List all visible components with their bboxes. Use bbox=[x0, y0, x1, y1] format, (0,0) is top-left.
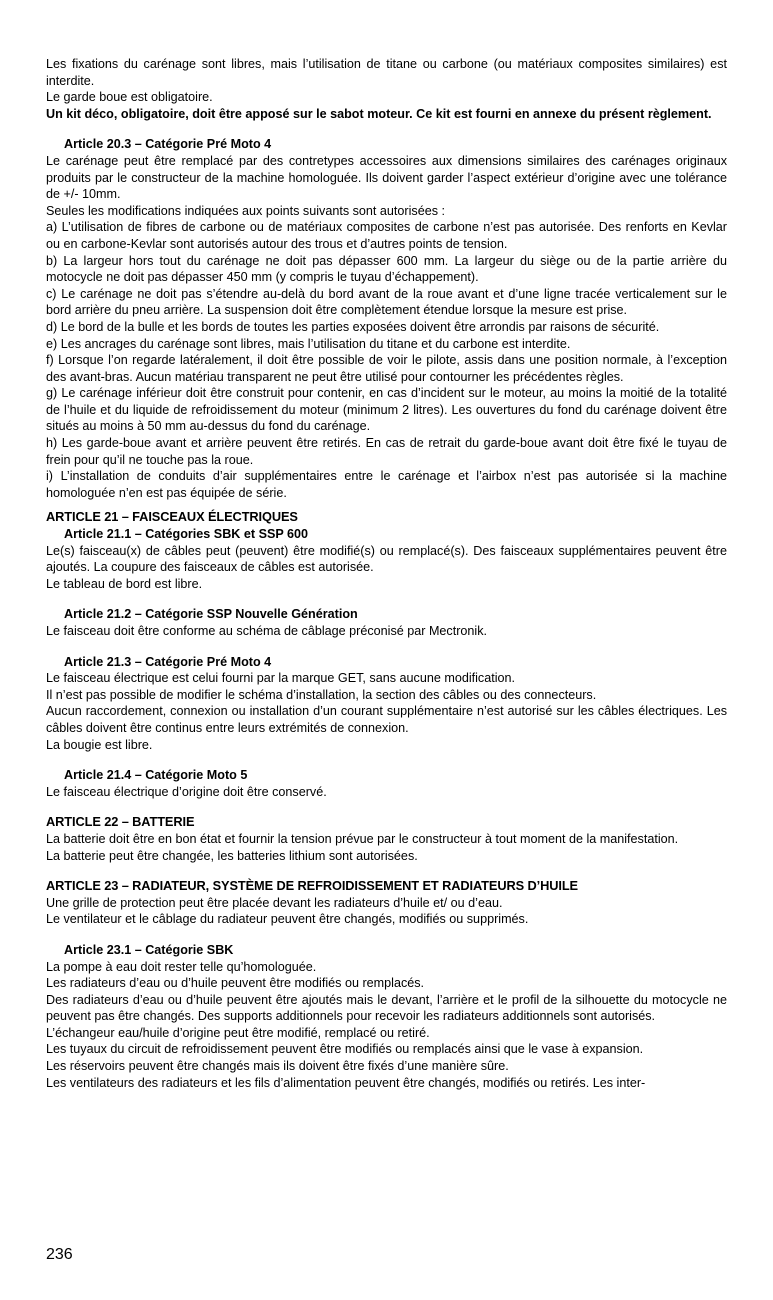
body-paragraph: f) Lorsque l’on regarde latéralement, il doit être possible de voir le pilote, assis dans une position normale, à l’exception des avant-bras. Aucun matériau transparent ne peut être utilisé pour contourner les précédentes règles. bbox=[46, 353, 727, 384]
article-heading: ARTICLE 21 – FAISCEAUX ÉLECTRIQUES bbox=[46, 509, 298, 525]
body-paragraph: h) Les garde-boue avant et arrière peuvent être retirés. En cas de retrait du garde-boue avant doit être fixé le tuyau de frein pour qu’il ne touche pas la roue. bbox=[46, 436, 727, 467]
body-paragraph: La batterie doit être en bon état et fournir la tension prévue par le constructeur à tout moment de la manifestation. bbox=[46, 831, 679, 846]
body-paragraph: Des radiateurs d’eau ou d’huile peuvent être ajoutés mais le devant, l’arrière et le profil de la silhouette du motocycle ne peuvent pas être changés. Des supports additionnels pour recevoir les radiateurs additionnels sont autorisés. bbox=[46, 992, 727, 1024]
article-subheading: Article 21.2 – Catégorie SSP Nouvelle Génération bbox=[64, 607, 358, 622]
article-subheading: Article 21.1 – Catégories SBK et SSP 600 bbox=[64, 527, 309, 542]
body-paragraph: g) Le carénage inférieur doit être construit pour contenir, en cas d’incident sur le moteur, au moins la moitié de la totalité de l’huile et du liquide de refroidissement du moteur (minimum 2 litres). Les ouvertures du fond du carénage doivent être situés au moins à 50 mm au-dessus du fond du carénage. bbox=[46, 386, 727, 434]
article-subheading: Article 21.4 – Catégorie Moto 5 bbox=[64, 768, 248, 783]
vertical-spacer bbox=[46, 501, 727, 509]
body-paragraph: i) L’installation de conduits d’air supplémentaires entre le carénage et l’airbox n’est pas autorisée si la machine homologuée n’en est pas équipée de série. bbox=[46, 469, 727, 500]
body-paragraph: e) Les ancrages du carénage sont libres, mais l’utilisation du titane et du carbone est interdite. bbox=[46, 336, 571, 351]
body-paragraph: Les ventilateurs des radiateurs et les fils d’alimentation peuvent être changés, modifiés ou retirés. Les inter- bbox=[46, 1075, 646, 1090]
vertical-spacer bbox=[46, 800, 727, 814]
page-number: 236 bbox=[46, 1246, 73, 1263]
body-paragraph: La batterie peut être changée, les batteries lithium sont autorisées. bbox=[46, 848, 418, 863]
body-paragraph: L’échangeur eau/huile d’origine peut être modifié, remplacé ou retiré. bbox=[46, 1025, 430, 1040]
body-paragraph: Le faisceau électrique d’origine doit être conservé. bbox=[46, 784, 327, 799]
page-body bbox=[46, 56, 727, 1091]
body-paragraph: Seules les modifications indiquées aux points suivants sont autorisées : bbox=[46, 203, 446, 218]
article-subheading: Article 23.1 – Catégorie SBK bbox=[64, 942, 234, 957]
vertical-spacer bbox=[46, 753, 727, 767]
body-paragraph: d) Le bord de la bulle et les bords de toutes les parties exposées doivent être arrondis par raisons de sécurité. bbox=[46, 319, 660, 334]
article-heading: ARTICLE 23 – RADIATEUR, SYSTÈME DE REFROIDISSEMENT ET RADIATEURS D’HUILE bbox=[46, 878, 578, 894]
vertical-spacer bbox=[46, 928, 727, 942]
body-paragraph: Le ventilateur et le câblage du radiateur peuvent être changés, modifiés ou supprimés. bbox=[46, 912, 529, 927]
body-paragraph: Le carénage peut être remplacé par des contretypes accessoires aux dimensions similaires des carénages originaux produits par le constructeur de la machine homologuée. Ils doivent garder l’aspect extérieur d’origine avec une tolérance de +/- 10mm. bbox=[46, 153, 727, 202]
body-paragraph: Le(s) faisceau(x) de câbles peut (peuvent) être modifié(s) ou remplacé(s). Des faisceaux supplémentaires peuvent être ajoutés. La coupure des faisceaux de câbles est autorisée. bbox=[46, 543, 727, 575]
article-subheading: Article 21.3 – Catégorie Pré Moto 4 bbox=[64, 654, 272, 669]
body-paragraph: Le faisceau électrique est celui fourni par la marque GET, sans aucune modification. bbox=[46, 671, 516, 686]
body-paragraph: Le tableau de bord est libre. bbox=[46, 576, 203, 591]
vertical-spacer bbox=[46, 122, 727, 136]
body-paragraph-emphasis: Un kit déco, obligatoire, doit être apposé sur le sabot moteur. Ce kit est fourni en annexe du présent règlement. bbox=[46, 106, 712, 121]
body-paragraph: Les radiateurs d’eau ou d’huile peuvent être modifiés ou remplacés. bbox=[46, 976, 425, 991]
vertical-spacer bbox=[46, 864, 727, 878]
vertical-spacer bbox=[46, 592, 727, 606]
vertical-spacer bbox=[46, 640, 727, 654]
body-paragraph: Une grille de protection peut être placée devant les radiateurs d’huile et/ ou d’eau. bbox=[46, 895, 503, 910]
body-paragraph: a) L’utilisation de fibres de carbone ou de matériaux composites de carbone n’est pas autorisée. Des renforts en Kevlar ou en carbone-Kevlar sont autorisés autour des trous et d’autres points de tension. bbox=[46, 220, 727, 251]
article-heading: ARTICLE 22 – BATTERIE bbox=[46, 814, 195, 830]
body-paragraph: La bougie est libre. bbox=[46, 737, 153, 752]
body-paragraph: Les réservoirs peuvent être changés mais ils doivent être fixés d’une manière sûre. bbox=[46, 1059, 509, 1074]
body-paragraph: c) Le carénage ne doit pas s’étendre au-delà du bord avant de la roue avant et d’une ligne tracée verticalement sur le bord arrière du pneu arrière. La suspension doit être complètement étendue lorsque la mesure est prise. bbox=[46, 286, 727, 318]
body-paragraph: Les tuyaux du circuit de refroidissement peuvent être modifiés ou remplacés ainsi que le vase à expansion. bbox=[46, 1042, 644, 1057]
body-paragraph: Les fixations du carénage sont libres, mais l’utilisation de titane ou carbone (ou matériaux composites similaires) est interdite. bbox=[46, 57, 727, 88]
body-paragraph: Aucun raccordement, connexion ou installation d’un courant supplémentaire n’est autorisé sur les câbles électriques. Les câbles doivent être continus entre leurs extrémités de connexion. bbox=[46, 704, 727, 735]
body-paragraph: b) La largeur hors tout du carénage ne doit pas dépasser 600 mm. La largeur du siège ou de la partie arrière du motocycle ne doit pas dépasser 450 mm (y compris le tuyau d’échappement). bbox=[46, 253, 727, 285]
body-paragraph: La pompe à eau doit rester telle qu’homologuée. bbox=[46, 959, 317, 974]
article-subheading: Article 20.3 – Catégorie Pré Moto 4 bbox=[64, 137, 272, 152]
body-paragraph: Il n’est pas possible de modifier le schéma d’installation, la section des câbles ou des connecteurs. bbox=[46, 687, 597, 702]
body-paragraph: Le faisceau doit être conforme au schéma de câblage préconisé par Mectronik. bbox=[46, 624, 488, 638]
body-paragraph: Le garde boue est obligatoire. bbox=[46, 90, 213, 105]
